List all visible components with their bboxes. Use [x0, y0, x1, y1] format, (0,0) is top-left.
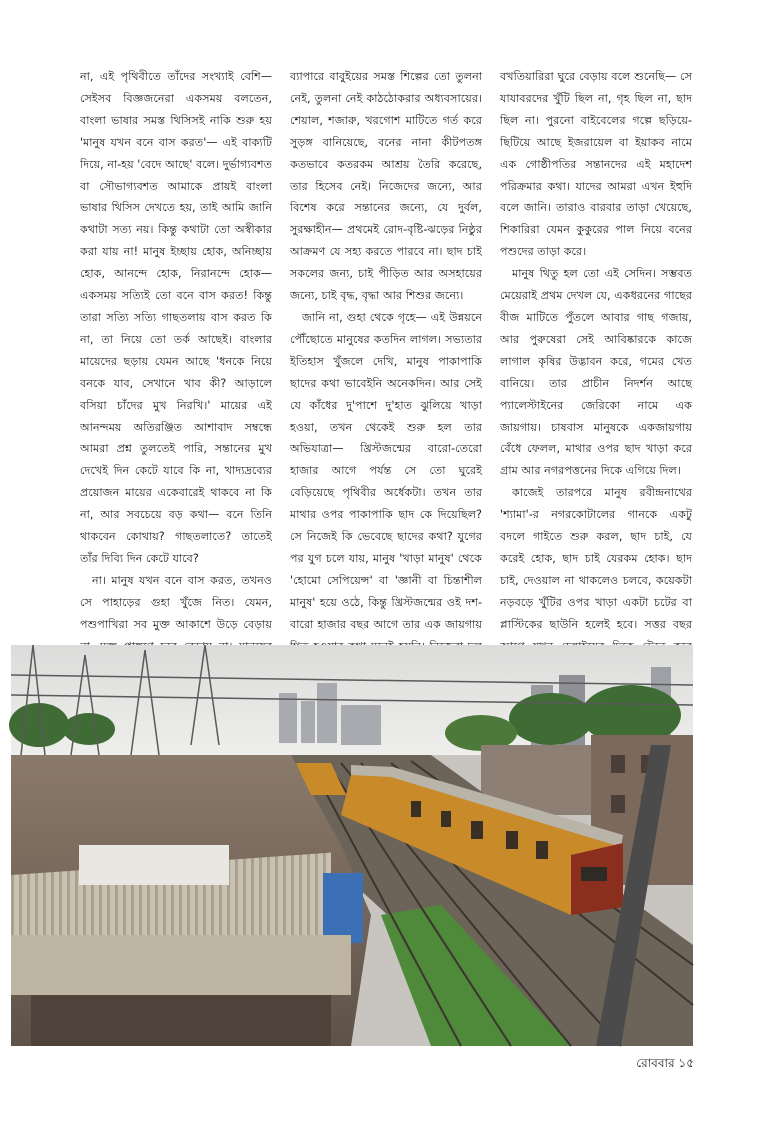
railway-slum-photo [11, 645, 693, 1046]
paragraph: জানি না, গুহা থেকে গৃহে— এই উন্নয়নে পৌঁছোতে মানুষের কতদিন লাগল। সভ্যতার ইতিহাস খুঁজলে দেখি, মানুষ পাকাপাকি ছাদের কথা ভাবেইনি অনেকদিন। আর সেই যে কাঁধের দু'পাশে দু'হাত ঝুলিয়ে খাড়া হওয়া, তখন থেকেই শুরু হল তার অভিযাত্রা— খ্রিস্টজন্মের বারো-তেরো হাজার আগে পর্যন্ত সে তো ঘুরেই বেড়িয়েছে পৃথিবীর অর্ধেকটা। তখন তার মাথার ওপর পাকাপাকি ছাদ কে দিয়েছিল? সে নিজেই কি ভেবেছে ছাদের কথা? যুগের পর যুগ চলে যায়, মানুষ 'খাড়া মানুষ' থেকে 'হোমো সেপিয়েন্স' বা 'জ্ঞানী বা চিন্তাশীল মানুষ' হয়ে ওঠে, কিন্তু খ্রিস্টজন্মের ওই দশ-বারো হাজার বছর আগে তার এক জায়গায় [290, 310, 482, 631]
article-column-1 [80, 66, 272, 745]
paragraph: না, এই পৃথিবীতে তাঁদের সংখ্যাই বেশি— সেইসব বিজ্ঞজনেরা একসময় বলতেন, বাংলা ভাষার সমস্ত থিসিসই নাকি শুরু হয় 'মানুষ যখন বনে বাস করত'— এই বাক্যটি দিয়ে, না-হয় 'বেদে আছে' বলে। দুর্ভাগ্যবশত বা সৌভাগ্যবশত আমাকে প্রায়ই বাংলা ভাষার থিসিস দেখতে হয়, তাই আমি জানি কথাটা সত্য নয়। কিন্তু কথাটা তো অস্বীকার করা যায় না! মানুষ ইচ্ছায় হোক, অনিচ্ছায় হোক, আনন্দে হোক, নিরানন্দে হোক— একসময় সত্যিই তো বনে বাস করত! কিন্তু তারা সত্যি সত্যি গাছতলায় বাস করত কি না, তা নিয়ে তো তর্ক আছেই। বাংলার মায়েদের ছড়ায় যেমন আছে 'ধনকে নিয়ে বনকে যাব, সেখানে খাব কী? আড়ালে বসিয়া চাঁদের মুখ নিরখি।' মায়ের এই আনন্দময় অতিরঞ্জিত আশাবাদ সম্বন্ধে আমরা প্রশ্ন তুলতেই পারি, সন্তানের মুখ দেখেই দিন কেটে যাবে কি না, খাদ্যদ্রব্যের প্রয়োজন মায়ের একেবারেই থাকবে না কি না, আর সবচেয়ে বড় কথা— বনে তিনি থাকবেন কোথায়? গাছতলাতে? তাতেই তাঁর দিব্যি দিন কেটে যাবে? [80, 70, 272, 565]
paragraph: বখতিয়ারিরা ঘুরে বেড়ায় বলে শুনেছি— সে যাযাবরদের খুঁটি ছিল না, গৃহ ছিল না, ছাদ ছিল না। পুরনো বাইবেলের গল্পে ছড়িয়ে-ছিটিয়ে আছে ইজরায়েল বা ইয়াকব নামে এক গোষ্ঠীপতির সন্তানদের এই মহাদেশ পরিক্রমার কথা। যাদের আমরা এখন ইহুদি বলে জানি। তারাও বারবার তাড়া খেয়েছে, শিকারিরা যেমন কুকুরের পাল নিয়ে বনের পশুদের তাড়া করে। [500, 70, 692, 259]
paragraph: কাজেই তারপরে মানুষ রবীন্দ্রনাথের 'শ্যামা'-র নগরকোটালের গানকে একটু বদলে গাইতে শুরু করল, ছাদ চাই, যে করেই হোক, ছাদ চাই যেরকম হোক। ছাদ চাই, দেওয়াল না থাকলেও চলবে, কয়েকটা নড়বড়ে খুঁটির ওপর খাড়া একটা চটের বা প্লাস্টিকের ছাউনি হলেই হবে। সত্তর বছর [500, 486, 692, 631]
paragraph: না। মানুষ যখন বনে বাস করত, তখনও সে পাহাড়ের গুহা খুঁজে নিত। যেমন, পশুপাখিরা সব মুক্ত আকাশে উড়ে বেড়ায় [80, 573, 272, 631]
paragraph: মানুষ থিতু হল তো এই সেদিন। সম্ভবত মেয়েরাই প্রথম দেখল যে, একধরনের গাছের বীজ মাটিতে পুঁতলে আবার গাছ গজায়, আর পুরুষেরা সেই আবিষ্কারকে কাজে লাগাল কৃষির উদ্ভাবন করে, গমের খেত বানিয়ে। তার প্রাচীন নিদর্শন আছে প্যালেস্টাইনের জেরিকো নামে এক জায়গায়। চাষবাস মানুষকে একজায়গায় বেঁধে ফেলল, মাথার ওপর ছাদ খাড়া করে গ্রাম আর নগরপত্তনের দিকে এগিয়ে দিল। [500, 267, 692, 478]
article-column-3 [500, 66, 692, 745]
page-folio: রোববার ১৫ [636, 1056, 694, 1070]
white-sheet [79, 845, 229, 885]
paragraph: ব্যাপারে বাবুইয়ের সমস্ত শিল্পের তো তুলনা নেই, তুলনা নেই কাঠঠোকরার অধ্যবসায়ের। শেয়াল, শজারু, খরগোশ মাটিতে গর্ত করে সুড়ঙ্গ বানিয়েছে, বনের নানা কীটপতঙ্গ কতভাবে কতরকম আশ্রয় তৈরি করেছে, তার হিসেব নেই। নিজেদের জন্যে, আর বিশেষ করে সন্তানের জন্যে, যে দুর্বল, সুরক্ষাহীন— প্রথমেই রোদ-বৃষ্টি-ঝড়ের নিষ্ঠুর আক্রমণ যে সহ্য করতে পারবে না। ছাদ চাই সকলের জন্য, চাই পীড়িত আর অসহায়ের জন্যে, চাই বৃদ্ধ, বৃদ্ধা আর শিশুর জন্যে। [290, 70, 482, 303]
corrugated-roof-front [11, 935, 351, 995]
article-body [80, 66, 692, 631]
article-column-2 [290, 66, 482, 745]
blue-tarp [323, 873, 363, 943]
